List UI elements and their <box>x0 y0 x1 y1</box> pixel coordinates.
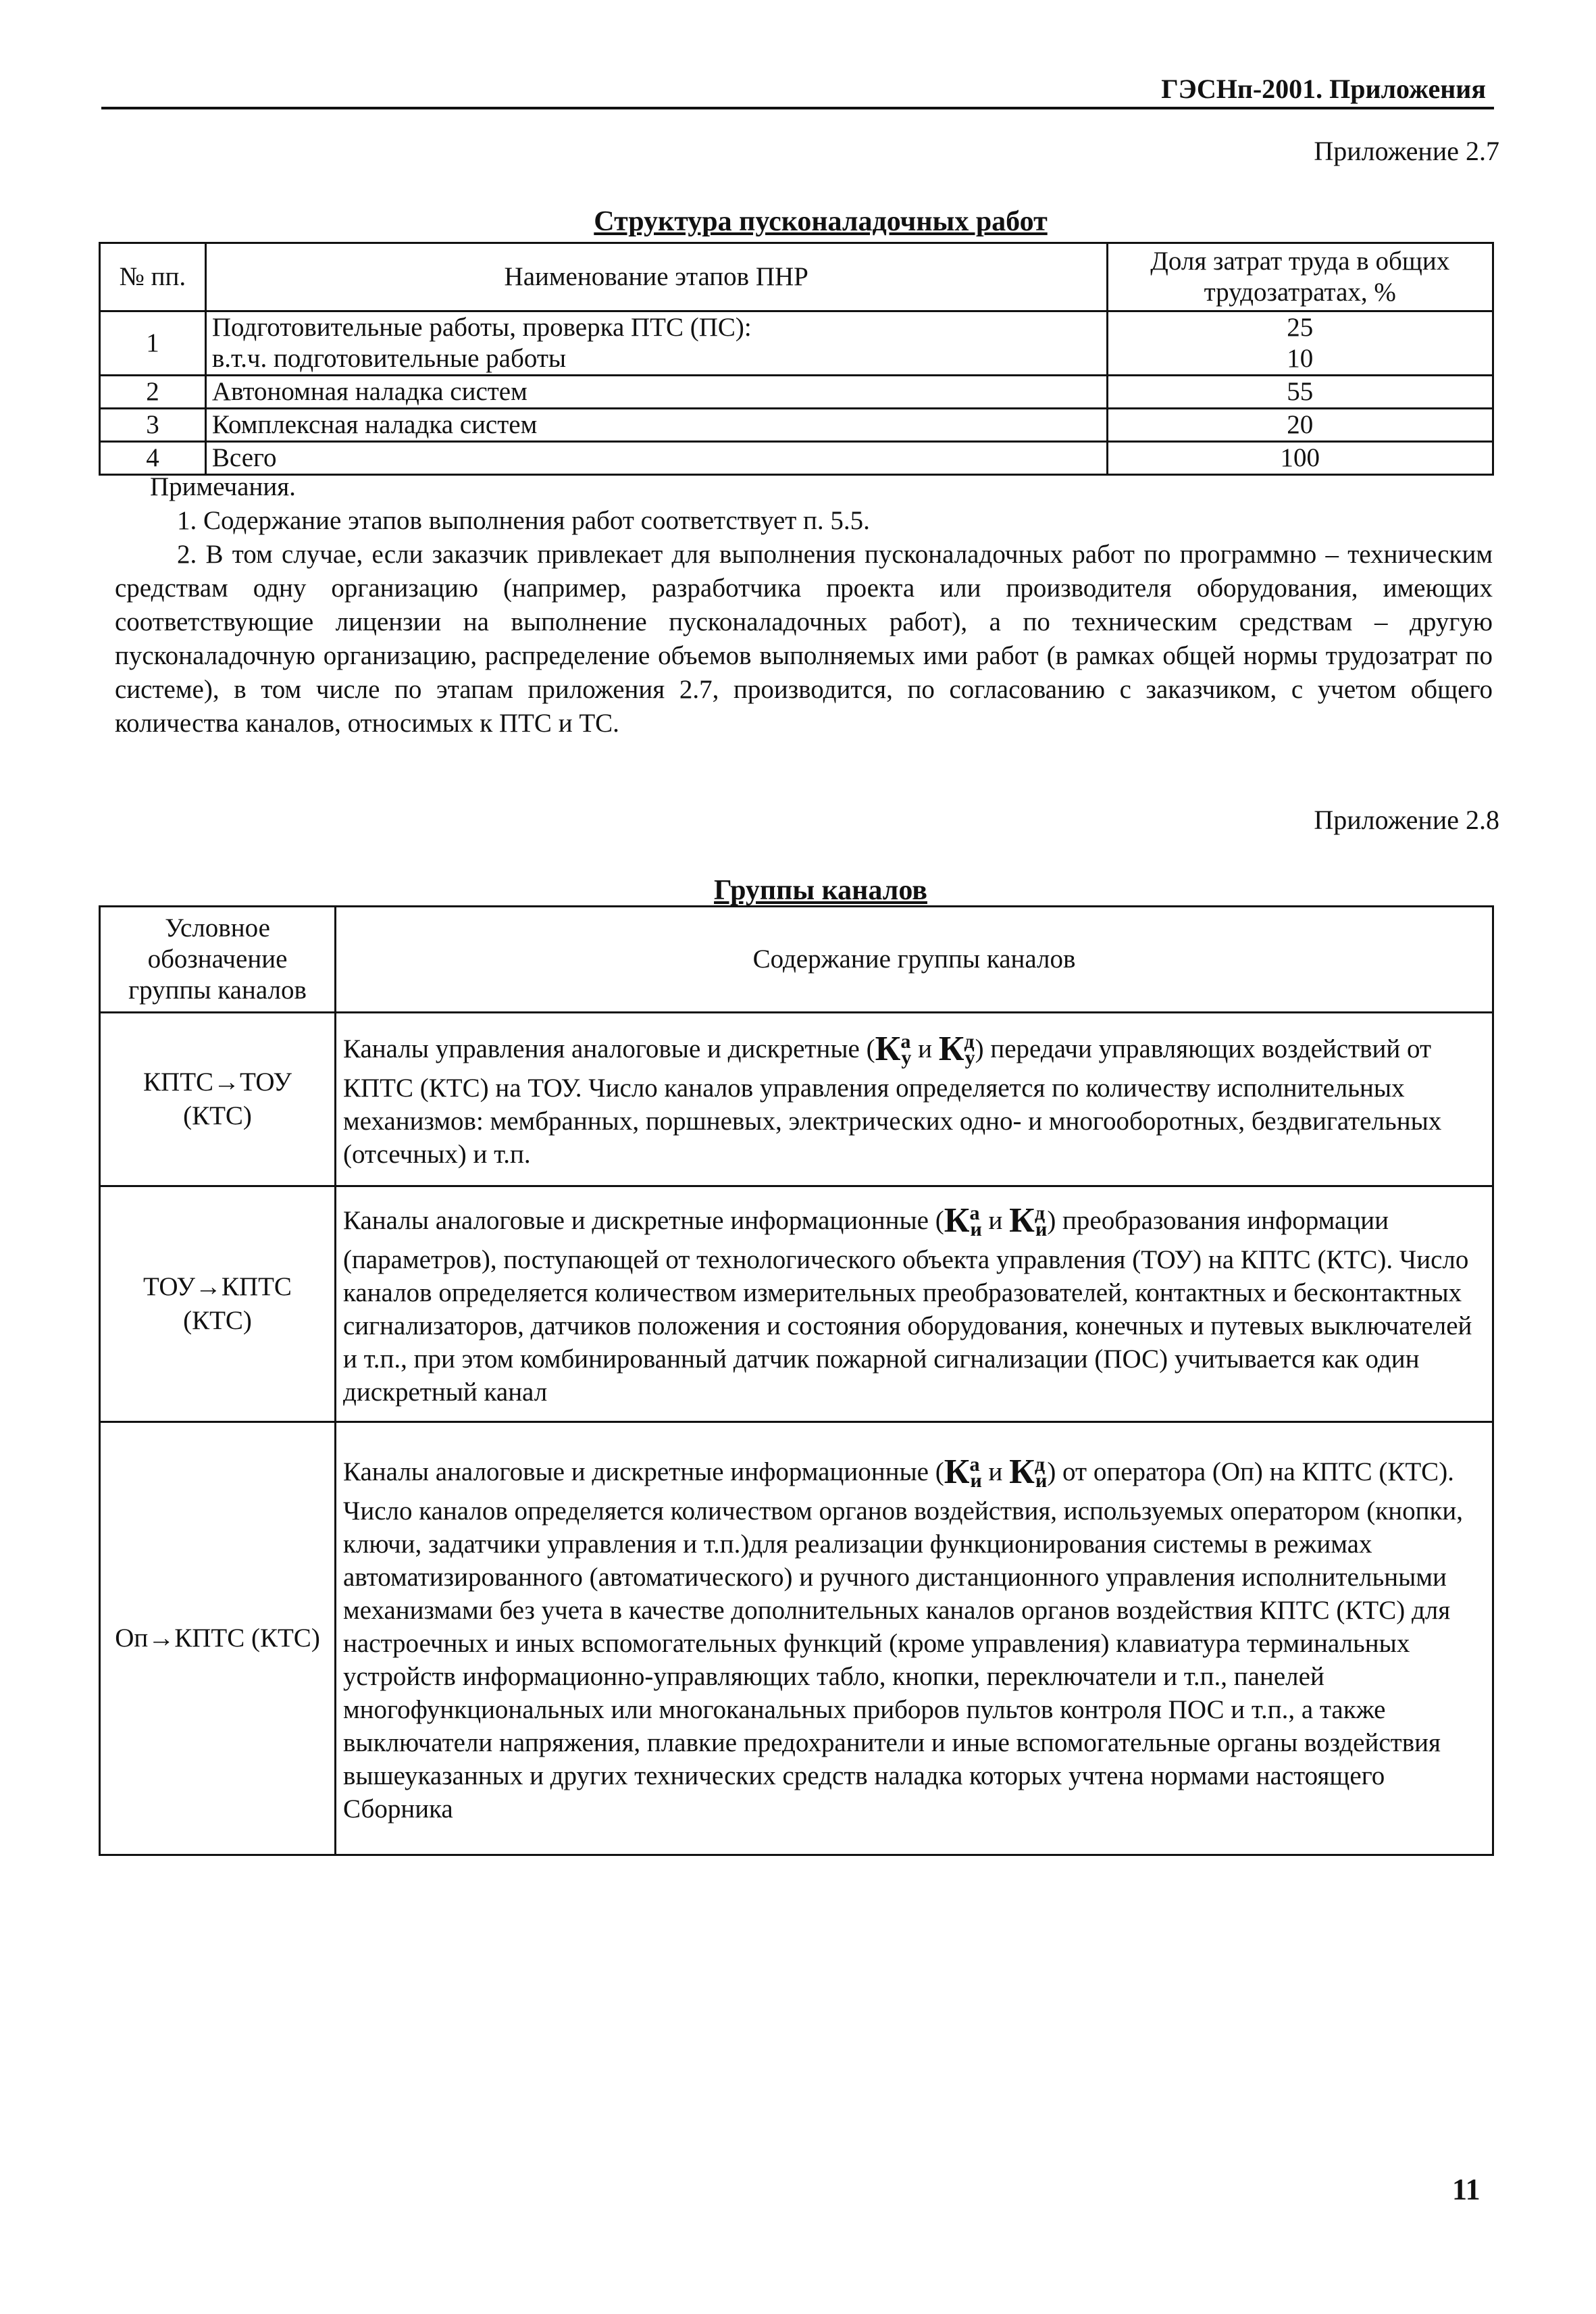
row-no: 1 <box>100 311 206 376</box>
notes-block <box>115 470 1493 740</box>
k-letter: К <box>944 1201 970 1240</box>
k-sub: и <box>1035 1217 1048 1240</box>
table-header-row <box>100 243 1493 311</box>
row-no: 3 <box>100 409 206 442</box>
table-row <box>100 409 1493 442</box>
k-sup: а <box>900 1030 911 1053</box>
k-letter: К <box>938 1029 964 1068</box>
table-caption-structure: Структура пусконаладочных работ <box>594 206 1048 237</box>
group-description <box>336 1186 1493 1422</box>
k-sub: и <box>970 1469 982 1492</box>
structure-table <box>99 242 1494 476</box>
k-analog-symbol <box>944 1451 982 1494</box>
k-letter: К <box>1009 1453 1035 1491</box>
k-discrete-symbol <box>1009 1451 1047 1494</box>
group-code: ТОУ→КПТС (КТС) <box>100 1186 336 1422</box>
desc-text: ) преобразования информации (параметров), поступающей от технологического объекта управления (ТОУ) на КПТС (КТС). Число каналов определяется количеством измерительных преобразователей, контактных и бесконтактных сигнализаторов, датчиков положения и состояния оборудования, конечных и путевых выключателей и т.п., при этом комбинированный датчик пожарной сигнализации (ПОС) учитывается как один дискретный канал <box>343 1205 1472 1407</box>
row-no: 2 <box>100 376 206 409</box>
k-sub: и <box>1035 1469 1048 1492</box>
table-row <box>100 311 1493 344</box>
k-sup: а <box>969 1453 980 1476</box>
table-row <box>100 343 1493 376</box>
table-caption-groups: Группы каналов <box>714 875 927 906</box>
and-word: и <box>918 1034 932 1063</box>
note-1: 1. Содержание этапов выполнения работ соответствует п. 5.5. <box>177 506 870 535</box>
table-row <box>100 1186 1493 1422</box>
desc-text: Каналы аналоговые и дискретные информационные ( <box>343 1205 944 1235</box>
group-code: Оп→КПТС (КТС) <box>100 1422 336 1855</box>
k-letter: К <box>944 1453 970 1491</box>
appendix-2-7-label: Приложение 2.7 <box>1314 136 1499 166</box>
table-header-row <box>100 907 1493 1013</box>
k-sup: д <box>964 1030 975 1053</box>
k-analog-symbol <box>875 1028 912 1072</box>
row-stage: Всего <box>205 442 1107 475</box>
row-stage: в.т.ч. подготовительные работы <box>205 343 1107 376</box>
k-analog-symbol <box>944 1200 982 1243</box>
k-sub: и <box>970 1217 982 1240</box>
row-share: 55 <box>1107 376 1493 409</box>
group-description <box>336 1422 1493 1855</box>
group-description <box>336 1013 1493 1186</box>
row-stage: Подготовительные работы, проверка ПТС (ПС): <box>205 311 1107 344</box>
row-share: 100 <box>1107 442 1493 475</box>
k-sub: у <box>964 1046 975 1069</box>
channel-groups-table <box>99 905 1494 1856</box>
notes-title: Примечания. <box>150 472 296 501</box>
appendix-2-8-label: Приложение 2.8 <box>1314 805 1499 835</box>
k-discrete-symbol <box>939 1028 975 1072</box>
k-letter: К <box>1009 1201 1035 1240</box>
desc-text: Каналы управления аналоговые и дискретные ( <box>343 1034 875 1063</box>
k-discrete-symbol <box>1009 1200 1047 1243</box>
desc-text: ) от оператора (Оп) на КПТС (КТС). <box>1047 1457 1454 1486</box>
k-letter: К <box>875 1029 901 1068</box>
col-header-stage: Наименование этапов ПНР <box>205 243 1107 311</box>
k-sup: д <box>1034 1453 1046 1476</box>
desc-text: ) передачи управляющих воздействий от КПТС (КТС) на ТОУ. Число каналов управления определяется по количеству исполнительных механизмов: мембранных, поршневых, электрических одно- и многооборотных, бездвигательных (отсечных) и т.п. <box>343 1034 1442 1169</box>
row-no: 4 <box>100 442 206 475</box>
k-sub: у <box>901 1046 912 1069</box>
header-rule <box>101 107 1494 109</box>
k-sup: д <box>1034 1201 1046 1224</box>
col-header-share: Доля затрат труда в общих трудозатратах, % <box>1107 243 1493 311</box>
k-sup: а <box>969 1201 980 1224</box>
row-share: 25 <box>1107 311 1493 344</box>
col-header-code: Условное обозначение группы каналов <box>100 907 336 1013</box>
row-stage: Автономная наладка систем <box>205 376 1107 409</box>
desc-extra-text: Число каналов определяется количеством органов воздействия, используемых оператором (кнопки, ключи, задатчики управления и т.п.)для реализации функционирования системы в режимах автоматизированного (автоматического) и ручного дистанционного управления исполнительными механизмами без учета в качестве дополнительных каналов органов воздействия КПТС (КТС) для настроечных и иных вспомогательных функций (кроме управления) клавиатура терминальных устройств информационно-управляющих табло, кнопки, переключатели и т.п., панелей многофункциональных или многоканальных приборов пультов контроля ПОС и т.п., а также выключатели напряжения, плавкие предохранители и иные вспомогательные органы воздействия вышеуказанных и других технических средств наладка которых учтена нормами настоящего Сборника <box>343 1496 1464 1823</box>
running-header: ГЭСНп-2001. Приложения <box>1161 74 1486 104</box>
col-header-no: № пп. <box>100 243 206 311</box>
col-header-desc: Содержание группы каналов <box>336 907 1493 1013</box>
page-number: 11 <box>1452 2173 1481 2206</box>
table-row <box>100 376 1493 409</box>
desc-text: Каналы аналоговые и дискретные информационные ( <box>343 1457 944 1486</box>
row-stage: Комплексная наладка систем <box>205 409 1107 442</box>
note-2: 2. В том случае, если заказчик привлекает для выполнения пусконаладочных работ по программно – техническим средствам одну организацию (например, разработчика проекта или производителя оборудования, имеющих соответствующие лицензии на выполнение пусконаладочных работ), а по техническим средствам – другую пусконаладочную организацию, распределение объемов выполняемых ими работ (в рамках общей нормы трудозатрат по системе), в том числе по этапам приложения 2.7, производится, по согласованию с заказчиком, с учетом общего количества каналов, относимых к ПТС и ТС. <box>115 540 1493 738</box>
and-word: и <box>988 1205 1003 1235</box>
table-row <box>100 1013 1493 1186</box>
and-word: и <box>988 1457 1003 1486</box>
group-code: КПТС→ТОУ (КТС) <box>100 1013 336 1186</box>
table-row <box>100 1422 1493 1855</box>
row-share: 20 <box>1107 409 1493 442</box>
row-share: 10 <box>1107 343 1493 376</box>
